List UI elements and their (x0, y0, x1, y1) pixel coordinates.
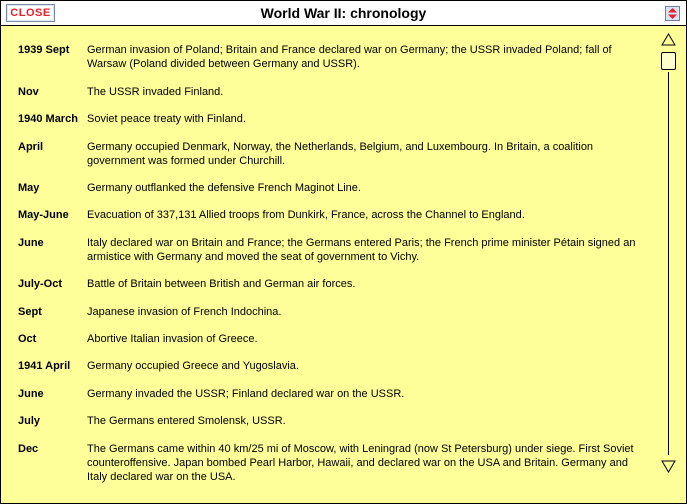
entry-text: Germany occupied Greece and Yugoslavia. (87, 360, 299, 372)
list-item (1, 85, 637, 99)
list-item (1, 140, 637, 168)
scroll-down-button[interactable] (659, 456, 678, 476)
entry-text: Battle of Britain between British and German air forces. (87, 278, 356, 290)
entry-date: Sept (18, 306, 42, 318)
list-item (1, 277, 637, 291)
entry-date: April (18, 141, 44, 153)
entry-text: Abortive Italian invasion of Greece. (87, 333, 258, 345)
title-bar (1, 1, 686, 26)
entry-text: Germany outflanked the defensive French Maginot Line. (87, 182, 361, 194)
scroll-thumb[interactable] (661, 52, 676, 70)
entry-date: Nov (18, 86, 39, 98)
window-menu-button[interactable] (665, 6, 680, 21)
entry-date: Oct (18, 333, 37, 345)
list-item (1, 208, 637, 222)
list-item (1, 414, 637, 428)
entry-text: Italy declared war on Britain and France; the Germans entered Paris; the French prime minister Pétain signed an armistice with Germany and moved the seat of government to Vichy. (87, 237, 636, 263)
entry-text: Japanese invasion of French Indochina. (87, 306, 282, 318)
list-item (1, 181, 637, 195)
list-item (1, 387, 637, 401)
entry-text: Evacuation of 337,131 Allied troops from Dunkirk, France, across the Channel to England. (87, 209, 525, 221)
vertical-scrollbar[interactable] (659, 26, 678, 481)
entry-text: German invasion of Poland; Britain and France declared war on Germany; the USSR invaded Poland; fall of Warsaw (Poland divided between Germany and USSR). (87, 44, 612, 70)
up-arrow-icon (659, 30, 678, 50)
entry-text: Soviet peace treaty with Finland. (87, 113, 246, 125)
window-title: World War II: chronology (260, 5, 427, 21)
list-item (1, 236, 637, 264)
entry-date: July-Oct (18, 278, 63, 290)
chronology-list[interactable] (1, 26, 651, 503)
entry-date: 1941 April (18, 360, 71, 372)
entry-date: 1940 March (18, 113, 78, 125)
down-arrow-icon (659, 456, 678, 476)
entry-text: Germany occupied Denmark, Norway, the Netherlands, Belgium, and Luxembourg. In Britain, a coalition government was formed under Churchill. (87, 141, 594, 167)
entry-date: May (18, 182, 40, 194)
scroll-track[interactable] (659, 52, 678, 455)
scroll-up-button[interactable] (659, 30, 678, 50)
entry-date: July (18, 415, 41, 427)
list-item (1, 43, 637, 71)
entry-date: 1939 Sept (18, 44, 70, 56)
entry-text: The Germans entered Smolensk, USSR. (87, 415, 286, 427)
entry-date: June (18, 388, 44, 400)
entry-date: Dec (18, 443, 39, 455)
list-item (1, 442, 637, 484)
entry-text: Germany invaded the USSR; Finland declared war on the USSR. (87, 388, 405, 400)
close-button[interactable]: CLOSE (6, 4, 55, 22)
list-item (1, 359, 637, 373)
entry-text: The USSR invaded Finland. (87, 86, 224, 98)
list-item (1, 112, 637, 126)
scroll-track-line (668, 72, 669, 455)
list-item (1, 305, 637, 319)
list-item (1, 332, 637, 346)
up-down-arrows-icon (668, 8, 677, 19)
entry-date: June (18, 237, 44, 249)
entry-text: The Germans came within 40 km/25 mi of Moscow, with Leningrad (now St Petersburg) under siege. First Soviet counteroffensive. Japan bombed Pearl Harbor, Hawaii, and declared war on the USA and Britain. Germany and Italy declared war on the USA. (87, 443, 634, 483)
entry-date: May-June (18, 209, 69, 221)
